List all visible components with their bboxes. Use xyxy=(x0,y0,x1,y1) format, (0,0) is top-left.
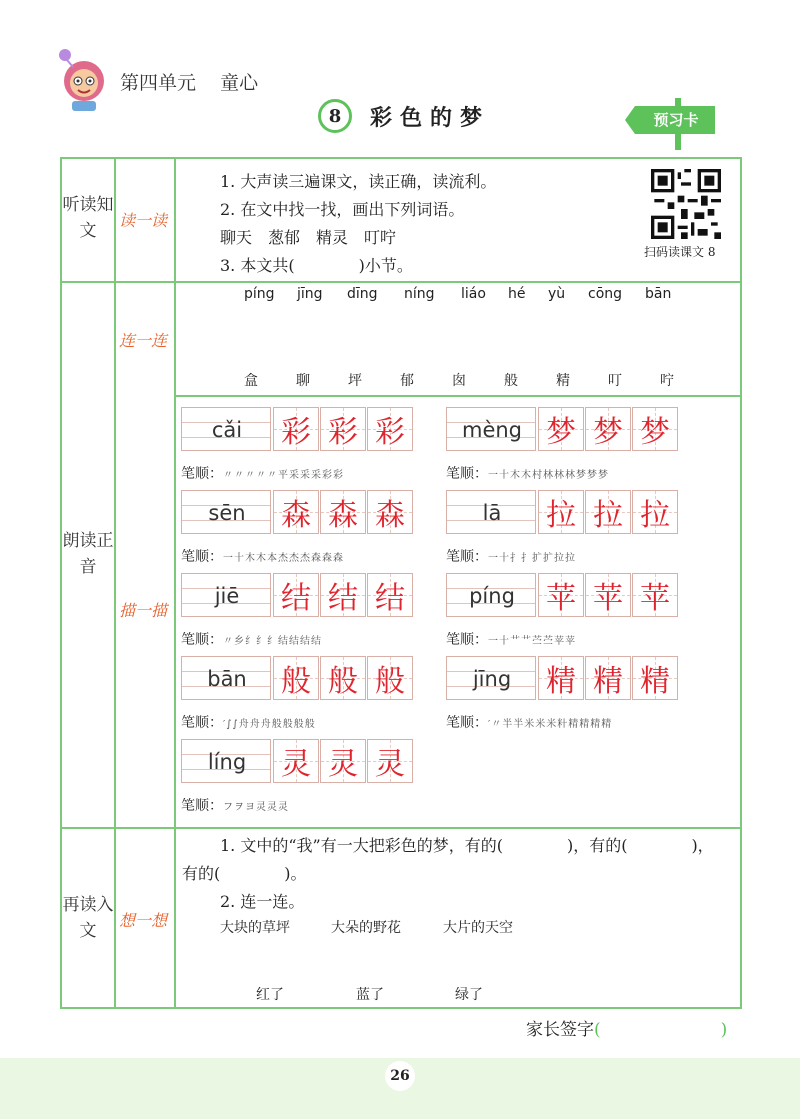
stroke-order xyxy=(181,463,344,483)
trace-char: 灵 xyxy=(281,747,311,782)
char-box[interactable] xyxy=(538,656,584,700)
section-label-reread: 再读入文 xyxy=(62,895,114,941)
parent-signature[interactable] xyxy=(526,1015,727,1040)
stroke-label: 笔顺： xyxy=(181,549,223,565)
trace-char: 结 xyxy=(328,581,358,616)
stroke-order xyxy=(181,795,289,815)
trace-char: 彩 xyxy=(281,415,311,450)
char-box[interactable] xyxy=(320,407,366,451)
trace-char: 结 xyxy=(375,581,405,616)
preview-card-text: 预习卡 xyxy=(653,111,699,129)
trace-pinyin: bān xyxy=(207,667,247,691)
char-box[interactable] xyxy=(632,573,678,617)
stroke-order xyxy=(181,712,316,732)
stroke-order xyxy=(181,546,344,566)
activity-label-think: 想一想 xyxy=(118,911,167,930)
match-left-item[interactable]: 大片的天空 xyxy=(443,920,513,936)
connect-char[interactable]: 郁 xyxy=(400,373,414,389)
stroke-label: 笔顺： xyxy=(446,466,488,482)
qr-code-icon[interactable] xyxy=(651,169,721,239)
char-box[interactable] xyxy=(320,573,366,617)
connect-char-row xyxy=(244,370,712,390)
mascot-icon xyxy=(55,45,113,113)
stroke-label: 笔顺： xyxy=(181,715,223,731)
trace-char: 彩 xyxy=(375,415,405,450)
connect-pinyin[interactable]: cōng xyxy=(588,286,623,302)
stroke-sequence: 一十木木村林林林梦梦梦 xyxy=(488,470,609,481)
trace-char: 苹 xyxy=(546,581,576,616)
pinyin-box xyxy=(446,407,536,451)
stroke-label: 笔顺： xyxy=(181,798,223,814)
char-box[interactable] xyxy=(367,407,413,451)
connect-char[interactable]: 精 xyxy=(556,373,570,389)
section-label-read-aloud: 朗读正音 xyxy=(62,531,114,577)
trace-char: 拉 xyxy=(546,498,576,533)
trace-char: 灵 xyxy=(328,747,358,782)
match-left-item[interactable]: 大朵的野花 xyxy=(331,920,401,936)
stroke-label: 笔顺： xyxy=(181,632,223,648)
connect-char[interactable]: 囱 xyxy=(452,373,466,389)
qr-caption: 扫码读课文 8 xyxy=(644,245,716,259)
connect-pinyin[interactable]: hé xyxy=(508,286,526,302)
connect-char[interactable]: 般 xyxy=(504,373,518,389)
lesson-name: 彩色的梦 xyxy=(370,104,491,131)
trace-char: 彩 xyxy=(328,415,358,450)
trace-char: 森 xyxy=(375,498,405,533)
trace-pinyin: mèng xyxy=(461,418,523,442)
trace-char: 精 xyxy=(640,664,670,699)
connect-pinyin[interactable]: píng xyxy=(244,286,275,302)
connect-char[interactable]: 坪 xyxy=(348,373,362,389)
pinyin-box xyxy=(181,739,271,783)
char-box[interactable] xyxy=(632,490,678,534)
trace-char: 梦 xyxy=(640,415,670,450)
char-box[interactable] xyxy=(632,656,678,700)
lesson-title xyxy=(318,97,490,135)
reread-question-1-cont[interactable]: 有的( )。 xyxy=(182,864,307,883)
trace-pinyin: cǎi xyxy=(211,418,243,442)
pinyin-box xyxy=(181,407,271,451)
trace-pinyin: sēn xyxy=(208,501,246,525)
reread-question-2: 2. 连一连。 xyxy=(220,892,305,911)
preview-card-tag xyxy=(623,106,723,142)
char-box[interactable] xyxy=(585,656,631,700)
connect-pinyin[interactable]: níng xyxy=(404,286,435,302)
connect-pinyin[interactable]: yù xyxy=(548,286,566,302)
match-right-item[interactable]: 绿了 xyxy=(455,987,483,1003)
char-box[interactable] xyxy=(367,573,413,617)
trace-pinyin: jiē xyxy=(214,584,240,608)
char-box[interactable] xyxy=(320,739,366,783)
connect-char[interactable]: 聊 xyxy=(296,373,310,389)
trace-pinyin: líng xyxy=(207,750,247,774)
trace-char: 精 xyxy=(546,664,576,699)
trace-char: 结 xyxy=(281,581,311,616)
match-right-item[interactable]: 蓝了 xyxy=(356,987,384,1003)
trace-char: 精 xyxy=(593,664,623,699)
trace-char: 梦 xyxy=(546,415,576,450)
char-box[interactable] xyxy=(538,407,584,451)
unit-number: 第四单元 xyxy=(120,72,197,94)
trace-char: 拉 xyxy=(640,498,670,533)
pinyin-box xyxy=(181,656,271,700)
stroke-sequence: ′〃半半米米米籵精精精精 xyxy=(488,719,613,730)
connect-char[interactable]: 咛 xyxy=(660,373,674,389)
activity-label-read: 读一读 xyxy=(118,211,167,230)
char-box[interactable] xyxy=(273,407,319,451)
activity-label-connect: 连一连 xyxy=(118,331,167,350)
match-right-item[interactable]: 红了 xyxy=(256,987,284,1003)
connect-pinyin-row xyxy=(244,286,685,302)
stroke-label: 笔顺： xyxy=(446,549,488,565)
stroke-order xyxy=(181,629,322,649)
signature-label: 家长签字 xyxy=(526,1020,594,1040)
signature-open-paren: ( xyxy=(594,1020,601,1040)
stroke-sequence: 〃乡纟纟纟结结结结 xyxy=(223,636,322,647)
char-box[interactable] xyxy=(367,490,413,534)
trace-char: 般 xyxy=(328,664,358,699)
char-box[interactable] xyxy=(273,739,319,783)
section-label-listen: 听读知文 xyxy=(62,195,114,241)
char-box[interactable] xyxy=(585,573,631,617)
trace-pinyin: píng xyxy=(469,584,515,608)
stroke-sequence: 一十艹艹苎苎苹苹 xyxy=(488,636,576,647)
trace-char: 森 xyxy=(328,498,358,533)
listen-word-list: 聊天 葱郁 精灵 叮咛 xyxy=(220,228,397,247)
listen-question-2: 2. 在文中找一找，画出下列词语。 xyxy=(220,200,465,219)
trace-char: 拉 xyxy=(593,498,623,533)
listen-question-1: 1. 大声读三遍课文，读正确，读流利。 xyxy=(220,172,497,191)
char-box[interactable] xyxy=(538,573,584,617)
trace-char: 森 xyxy=(281,498,311,533)
stroke-sequence: 一十木木本杰杰杰森森森 xyxy=(223,553,344,564)
lesson-number-badge: 8 xyxy=(318,99,352,133)
unit-header xyxy=(120,68,276,95)
unit-theme: 童心 xyxy=(220,72,259,94)
trace-char: 苹 xyxy=(593,581,623,616)
trace-char: 般 xyxy=(281,664,311,699)
trace-pinyin: lā xyxy=(482,501,502,525)
char-box[interactable] xyxy=(538,490,584,534)
trace-char: 梦 xyxy=(593,415,623,450)
char-box[interactable] xyxy=(273,656,319,700)
trace-char: 苹 xyxy=(640,581,670,616)
reread-question-1[interactable]: 1. 文中的“我”有一大把彩色的梦，有的( )，有的( )， xyxy=(220,836,714,855)
char-box[interactable] xyxy=(320,656,366,700)
stroke-order xyxy=(446,629,576,649)
trace-char: 灵 xyxy=(375,747,405,782)
char-box[interactable] xyxy=(367,739,413,783)
signature-close-paren: ) xyxy=(720,1020,728,1040)
connect-pinyin[interactable]: bān xyxy=(645,286,672,302)
stroke-order xyxy=(446,463,609,483)
char-box[interactable] xyxy=(585,490,631,534)
stroke-order xyxy=(446,546,576,566)
char-box[interactable] xyxy=(367,656,413,700)
char-box[interactable] xyxy=(273,573,319,617)
connect-char[interactable]: 叮 xyxy=(608,373,622,389)
stroke-order xyxy=(446,712,612,732)
pinyin-box xyxy=(181,573,271,617)
char-box[interactable] xyxy=(632,407,678,451)
listen-question-3[interactable]: 3. 本文共( )小节。 xyxy=(220,256,413,275)
pinyin-box xyxy=(181,490,271,534)
connect-pinyin[interactable]: liáo xyxy=(461,286,486,302)
stroke-sequence: ′∫∫舟舟舟般般般般 xyxy=(223,719,316,730)
stroke-label: 笔顺： xyxy=(446,715,488,731)
connect-pinyin[interactable]: dīng xyxy=(347,286,378,302)
stroke-label: 笔顺： xyxy=(446,632,488,648)
trace-pinyin: jīng xyxy=(472,667,512,691)
pinyin-box xyxy=(446,490,536,534)
connect-pinyin[interactable]: jīng xyxy=(297,286,323,302)
trace-char: 般 xyxy=(375,664,405,699)
stroke-label: 笔顺： xyxy=(181,466,223,482)
stroke-sequence: 〃〃〃〃〃平采采采彩彩 xyxy=(223,470,344,481)
pinyin-box xyxy=(446,573,536,617)
char-box[interactable] xyxy=(320,490,366,534)
stroke-sequence: フヲヨ灵灵灵 xyxy=(223,802,289,813)
stroke-sequence: 一十扌扌扩扩拉拉 xyxy=(488,553,576,564)
char-box[interactable] xyxy=(273,490,319,534)
pinyin-box xyxy=(446,656,536,700)
activity-label-trace: 描一描 xyxy=(118,601,167,620)
connect-char[interactable]: 盒 xyxy=(244,373,258,389)
match-left-item[interactable]: 大块的草坪 xyxy=(220,920,290,936)
page-number: 26 xyxy=(385,1061,415,1091)
char-box[interactable] xyxy=(585,407,631,451)
